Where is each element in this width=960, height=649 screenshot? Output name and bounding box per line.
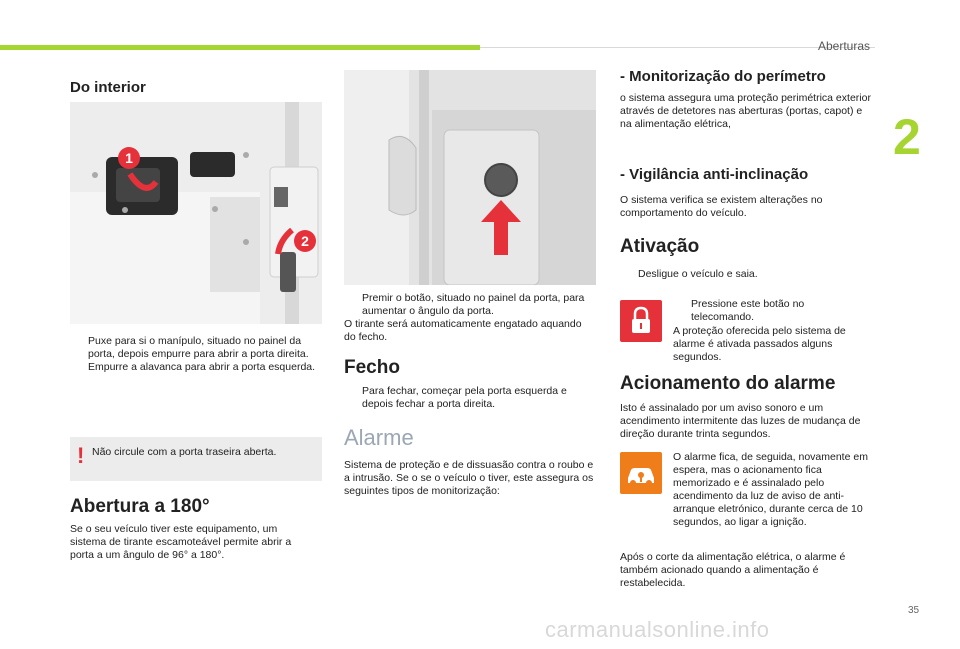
ativacao-bullet-1 [620,268,875,281]
header-rule [480,47,875,48]
door-interior-illustration [70,102,322,324]
door-interior-photo [70,102,322,324]
bullet-item [70,361,322,374]
bullet-item [673,298,863,324]
chapter-number: 2 [893,109,921,165]
ativacao-bullet-2 [673,298,863,324]
callout-1: 1 [118,147,140,169]
tirante-text: O tirante será automaticamente engatado aquando do fecho. [344,318,582,343]
bullet-text: Pressione este botão no telecomando. [691,298,805,323]
heading-alarme: Alarme [344,425,414,450]
final-text: Após o corte da alimentação elétrica, o alarme é também acionado quando a alimentação é restabelecida. [620,551,846,589]
warning-box [70,437,322,481]
bullet-item [620,268,875,281]
col2-bullet [344,292,596,344]
bullet-text: Para fechar, começar pela porta esquerda e depois fechar a porta direita. [362,385,567,410]
heading-do-interior: Do interior [70,79,146,96]
section-title: Aberturas [818,39,871,53]
alarm-warning-icon [620,452,662,494]
bullet-text: Puxe para si o manípulo, situado no painel da porta, depois empurre para abrir a porta direita. [88,335,309,360]
lock-button-icon [620,300,662,342]
header-accent-bar [0,45,480,50]
acionamento-icon-text: O alarme fica, de seguida, novamente em espera, mas o acionamento fica memorizado e é assinalado pelo acendimento da luz de aviso de anti-arranque eletrónico, durante cerca de 10 segundos, ao ligar a ignição. [673,451,868,528]
warning-text: Não circule com a porta traseira aberta. [92,446,277,458]
heading-ativacao: Ativação [620,236,700,257]
door-button-photo [344,70,596,285]
bullet-text: Premir o botão, situado no painel da porta, para aumentar o ângulo da porta. [362,292,585,317]
car-key-icon [620,452,662,494]
heading-fecho: Fecho [344,357,400,378]
bullet-item [344,385,596,411]
heading-monitorizacao: - Monitorização do perímetro [620,68,826,85]
heading-acionamento: Acionamento do alarme [620,373,836,394]
bullet-text: Empurre a alavanca para abrir a porta esquerda. [88,361,316,373]
watermark: carmanualsonline.info [545,617,770,642]
fecho-bullet [344,385,596,411]
heading-vigilancia: - Vigilância anti-inclinação [620,166,809,183]
alarme-text: Sistema de proteção e de dissuasão contra o roubo e a intrusão. Se o se o veículo o tiver, este assegura os seguintes tipos de monitorização: [344,459,594,497]
page-number: 35 [908,605,920,616]
monitorizacao-text: o sistema assegura uma proteção perimétrica exterior através de detetores nas aberturas (portas, capot) e na alimentação elétrica, [620,92,871,130]
warning-icon: ! [77,443,85,468]
lock-icon [620,300,662,342]
door-button-illustration [344,70,596,285]
bullet-text: Desligue o veículo e saia. [638,268,758,280]
col1-bullets [70,335,322,374]
bullet-item [70,335,322,361]
callout-2: 2 [294,230,316,252]
vigilancia-text: O sistema verifica se existem alterações no comportamento do veículo. [620,194,823,219]
acionamento-text: Isto é assinalado por um aviso sonoro e um acendimento intermitente das luzes de mudança de direção durante trinta segundos. [620,402,861,440]
ativacao-text: A proteção oferecida pelo sistema de alarme é ativada passados alguns segundos. [673,325,846,363]
abertura-180-text: Se o seu veículo tiver este equipamento, um sistema de tirante escamoteável permite abrir a porta a um ângulo de 96° a 180°. [70,523,292,561]
bullet-item [344,292,596,318]
heading-abertura-180: Abertura a 180° [70,496,210,517]
